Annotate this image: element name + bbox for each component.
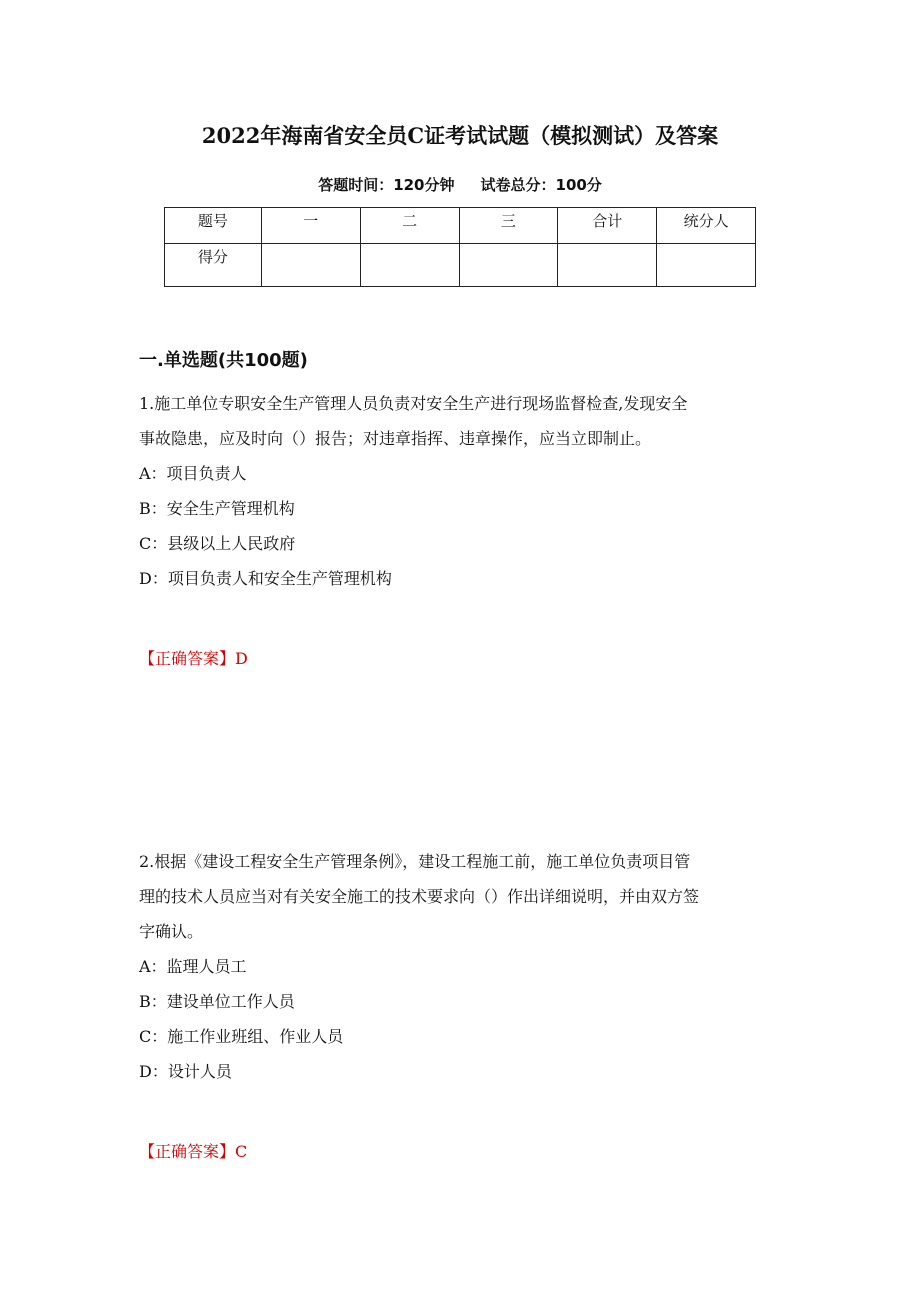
score-table-score-row bbox=[165, 244, 756, 287]
answer-label: 【正确答案】 bbox=[139, 649, 236, 668]
score-header-cell: 题号 bbox=[165, 208, 262, 244]
score-header-cell: 一 bbox=[261, 208, 360, 244]
score-header-cell: 二 bbox=[360, 208, 459, 244]
exam-time: 答题时间：120分钟 bbox=[318, 176, 455, 194]
question-2 bbox=[139, 844, 785, 1089]
score-header-cell: 统分人 bbox=[657, 208, 756, 244]
answer-2 bbox=[139, 1139, 247, 1162]
score-cell bbox=[459, 244, 558, 287]
question-stem: 2.根据《建设工程安全生产管理条例》，建设工程施工前，施工单位负责项目管 bbox=[139, 852, 691, 871]
question-stem: 理的技术人员应当对有关安全施工的技术要求向（）作出详细说明，并由双方签 bbox=[139, 887, 700, 906]
answer-label: 【正确答案】 bbox=[139, 1142, 236, 1161]
option-d: D：项目负责人和安全生产管理机构 bbox=[139, 569, 392, 588]
score-table bbox=[164, 207, 756, 287]
answer-1 bbox=[139, 646, 248, 669]
answer-letter: D bbox=[235, 649, 248, 668]
score-cell bbox=[657, 244, 756, 287]
option-a: A：监理人员工 bbox=[139, 957, 247, 976]
option-c: C：施工作业班组、作业人员 bbox=[139, 1027, 344, 1046]
exam-total-score: 试卷总分：100分 bbox=[480, 176, 602, 194]
score-table-header-row bbox=[165, 208, 756, 244]
option-b: B：安全生产管理机构 bbox=[139, 499, 295, 518]
option-a: A：项目负责人 bbox=[139, 464, 247, 483]
exam-info bbox=[0, 174, 920, 195]
score-cell bbox=[558, 244, 657, 287]
option-d: D：设计人员 bbox=[139, 1062, 232, 1081]
question-1 bbox=[139, 386, 785, 596]
question-stem: 事故隐患，应及时向（）报告；对违章指挥、违章操作，应当立即制止。 bbox=[139, 429, 652, 448]
score-cell bbox=[360, 244, 459, 287]
score-header-cell: 三 bbox=[459, 208, 558, 244]
score-row-label: 得分 bbox=[165, 244, 262, 287]
question-stem: 字确认。 bbox=[139, 922, 204, 941]
score-cell bbox=[261, 244, 360, 287]
document-title: 2022年海南省安全员C证考试试题（模拟测试）及答案 bbox=[201, 123, 719, 148]
question-stem: 1.施工单位专职安全生产管理人员负责对安全生产进行现场监督检查,发现安全 bbox=[139, 394, 688, 413]
score-header-cell: 合计 bbox=[558, 208, 657, 244]
answer-letter: C bbox=[235, 1142, 248, 1161]
option-b: B：建设单位工作人员 bbox=[139, 992, 295, 1011]
section-title: 一.单选题(共100题) bbox=[139, 350, 308, 371]
option-c: C：县级以上人民政府 bbox=[139, 534, 296, 553]
